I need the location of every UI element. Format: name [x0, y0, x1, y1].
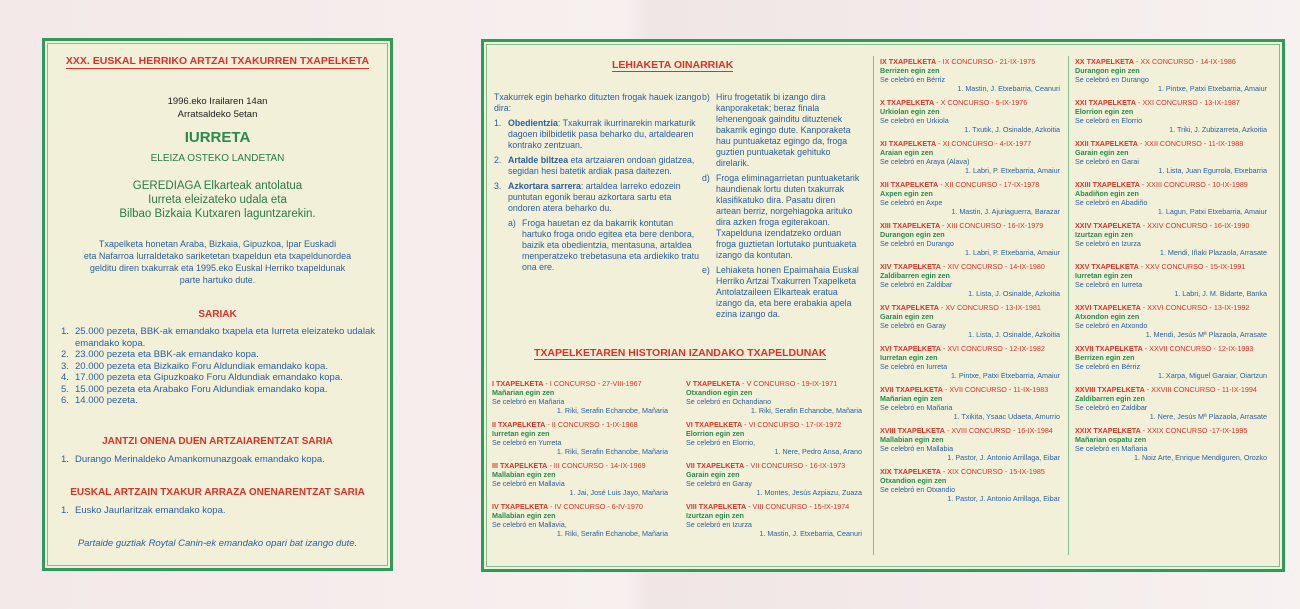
venue-basque: Atxondon egin zen	[1075, 312, 1140, 321]
edition-title: I TXAPELKETA - I CONCURSO - 27-VIII-1967	[492, 379, 642, 388]
champion-entry	[880, 426, 1060, 462]
champion-entry	[686, 461, 862, 497]
venue-spanish: Se celebró en Abadiño	[1075, 198, 1148, 207]
venue-spanish: Se celebró en Mañaria	[1075, 444, 1148, 453]
venue-basque: Abadiñon egin zen	[1075, 189, 1139, 198]
venue-basque: Izurtzan egin zen	[1075, 230, 1133, 239]
prizes-title: SARIAK	[198, 309, 237, 320]
event-title: XXX. EUSKAL HERRIKO ARTZAI TXAKURREN TXAPELKETA	[65, 55, 370, 67]
winner: 1. Noiz Arte, Enrique Mendiguren, Orozko	[1133, 453, 1267, 462]
winner: 1. Mendi, Jesús Mª Plazaola, Arrasate	[1145, 330, 1267, 339]
dress-prize-title: JANTZI ONENA DUEN ARTZAIARENTZAT SARIA	[102, 436, 333, 447]
venue-basque: Axpen egin zen	[880, 189, 933, 198]
winner: 1. Labri, J. M. Bidarte, Banka	[1174, 289, 1267, 298]
champion-entry	[880, 180, 1060, 216]
winner: 1. Txutik, J. Osinalde, Azkoitia	[964, 125, 1060, 134]
venue-basque: Iurretan egin zen	[1075, 271, 1133, 280]
venue-basque: Garain egin zen	[1075, 148, 1129, 157]
champion-entry	[1075, 426, 1267, 462]
winner: 1. Riki, Serafin Echanobe, Mañaria	[556, 406, 668, 415]
edition-title: XXIII TXAPELKETA - XXIII CONCURSO - 10-IX-1989	[1075, 180, 1248, 189]
venue-spanish: Se celebró en Mallavia	[492, 479, 565, 488]
history-column-1	[492, 379, 668, 543]
venue-spanish: Se celebró en Iurreta	[1075, 280, 1143, 289]
winner: 1. Mendi, Iñaki Plazaola, Arrasate	[1159, 248, 1267, 257]
winner: 1. Pintxe, Patxi Etxebarria, Amaiur	[950, 371, 1060, 380]
event-place: ELEIZA OSTEKO LANDETAN	[150, 153, 285, 164]
edition-title: XVIII TXAPELKETA - XVIII CONCURSO - 16-IX-1984	[880, 426, 1053, 435]
venue-basque: Durangon egin zen	[880, 230, 945, 239]
list-item: 1. 25.000 pezeta, BBK-ak emandako txapela eta Iurreta eleizateko udalak emandako kopa.	[61, 326, 375, 349]
edition-title: XVII TXAPELKETA - XVII CONCURSO - 11-IX-1983	[880, 385, 1049, 394]
venue-spanish: Se celebró en Atxondo	[1075, 321, 1148, 330]
venue-spanish: Se celebró en Yurreta	[492, 438, 562, 447]
rule-item: 2. Artalde biltzea eta artzaiaren ondoan gidatzea, segidan hesi batetik ardiak pasa daitezen.	[494, 155, 695, 176]
venue-basque: Mañarian egin zen	[880, 394, 943, 403]
winner: 1. Labri, P. Etxebarria, Amaiur	[965, 248, 1060, 257]
edition-title: V TXAPELKETA - V CONCURSO - 19-IX-1971	[686, 379, 838, 388]
edition-title: IX TXAPELKETA - IX CONCURSO - 21-IX-1975	[880, 57, 1036, 66]
edition-title: XV TXAPELKETA - XV CONCURSO - 13-IX-1981	[880, 303, 1041, 312]
venue-spanish: Se celebró en Izurza	[1075, 239, 1141, 248]
venue-basque: Zaldibarren egin zen	[1075, 394, 1145, 403]
edition-title: III TXAPELKETA - III CONCURSO - 14-IX-1969	[492, 461, 646, 470]
venue-basque: Berrizen egin zen	[880, 66, 940, 75]
edition-title: XII TXAPELKETA - XII CONCURSO - 17-IX-1978	[880, 180, 1040, 189]
champion-entry	[686, 420, 862, 456]
venue-basque: Iurretan egin zen	[880, 353, 938, 362]
venue-spanish: Se celebró en Garai	[1075, 157, 1139, 166]
venue-basque: Durangon egin zen	[1075, 66, 1140, 75]
winner: 1. Lista, Juan Egurrola, Etxebarria	[1158, 166, 1267, 175]
venue-basque: Berrizen egin zen	[1075, 353, 1135, 362]
prizes-list	[61, 326, 382, 407]
venue-basque: Otxandion egin zen	[880, 476, 947, 485]
venue-spanish: Se celebró en Otxandio	[880, 485, 956, 494]
champion-entry	[492, 379, 668, 415]
champion-entry	[880, 139, 1060, 175]
breed-prize-title: EUSKAL ARTZAIN TXAKUR ARRAZA ONENARENTZAT SARIA	[70, 487, 365, 498]
venue-spanish: Se celebró en Mañaria	[492, 397, 565, 406]
rule-item: e) Lehiaketa honen Epaimahaia Euskal Herriko Artzai Txakurren Txapelketa Antolatzaileen Elkarteak eratua izango da, eta bere erabakia apela ezina izango da.	[702, 265, 859, 319]
edition-title: VII TXAPELKETA - VII CONCURSO - 16-IX-1973	[686, 461, 846, 470]
winner: 1. Txikita, Ysaac Udaeta, Amurrio	[953, 412, 1060, 421]
venue-spanish: Se celebró en Urkiola	[880, 116, 949, 125]
champion-entry	[880, 98, 1060, 134]
edition-title: II TXAPELKETA - II CONCURSO - 1-IX-1968	[492, 420, 638, 429]
venue-spanish: Se celebró en Bérriz	[880, 75, 946, 84]
champion-entry	[686, 379, 862, 415]
venue-spanish: Se celebró en Araya (Alava)	[880, 157, 970, 166]
list-item: 4. 17.000 pezeta eta Gipuzkoako Foru Aldundiak emandako kopa.	[61, 372, 343, 383]
venue-basque: Otxandion egin zen	[686, 388, 753, 397]
edition-title: XIX TXAPELKETA - XIX CONCURSO - 15-IX-1985	[880, 467, 1045, 476]
edition-title: X TXAPELKETA - X CONCURSO - 5-IX-1976	[880, 98, 1028, 107]
venue-spanish: Se celebró en Mallavia,	[492, 520, 567, 529]
list-item: 2. 23.000 pezeta eta BBK-ak emandako kopa.	[61, 349, 259, 360]
edition-title: VIII TXAPELKETA - VIII CONCURSO - 15-IX-1974	[686, 502, 850, 511]
intro-text: Txapelketa honetan Araba, Bizkaia, Gipuzkoa, Ipar Euskadi eta Nafarroa lurraldetako sariketetan txapeldun eta txapeldunordea gelditu diren txakurrak eta 1995.eko Euskal Herriko txapeldunak parte hartuko dute.	[83, 239, 352, 285]
venue-spanish: Se celebró en Bérriz	[1075, 362, 1141, 371]
champion-entry	[880, 344, 1060, 380]
champion-entry	[1075, 98, 1267, 134]
champion-entry	[880, 385, 1060, 421]
history-title: TXAPELKETAREN HISTORIAN IZANDAKO TXAPELDUNAK	[534, 347, 827, 359]
event-panel	[42, 38, 393, 571]
venue-spanish: Se celebró en Izurza	[686, 520, 752, 529]
rule-item: d) Froga eliminagarrietan puntuaketarik haundienak lortu duten txakurrak klasifikatuko dira. Pasatu diren artean berriz, norgehiagoka arituko dira azken froga egiterakoan. Txapelduna izendatzeko orduan froga guztietan lortutako puntuaketa izango da kontutan.	[702, 173, 860, 260]
winner: 1. Lagun, Patxi Etxebarria, Amaiur	[1157, 207, 1267, 216]
champion-entry	[1075, 221, 1267, 257]
champion-entry	[686, 502, 862, 538]
list-item: 5. 15.000 pezeta eta Arabako Foru Aldundiak emandako kopa.	[61, 383, 328, 395]
edition-title: XX TXAPELKETA - XX CONCURSO - 14-IX-1986	[1075, 57, 1236, 66]
champion-entry	[492, 502, 668, 538]
event-town: IURRETA	[184, 129, 251, 146]
champion-entry	[880, 467, 1060, 503]
venue-spanish: Se celebró en Durango	[1075, 75, 1149, 84]
winner: 1. Pastor, J. Antonio Arrillaga, Eibar	[947, 453, 1060, 462]
list-item: 6. 14.000 pezeta.	[61, 395, 138, 406]
venue-basque: Mallabian egin zen	[492, 470, 556, 479]
venue-spanish: Se celebró en Garay	[686, 479, 752, 488]
venue-basque: Mallabian egin zen	[880, 435, 944, 444]
venue-basque: Mañarian ospatu zen	[1075, 435, 1147, 444]
venue-spanish: Se celebró en Ochandiano	[686, 397, 772, 406]
history-column-3	[880, 57, 1060, 508]
history-column-2	[686, 379, 862, 543]
winner: 1. Riki, Serafin Echanobe, Mañaria	[750, 406, 862, 415]
venue-spanish: Se celebró en Mañaria	[880, 403, 953, 412]
winner: 1. Pintxe, Patxi Etxebarria, Amaiur	[1157, 84, 1267, 93]
edition-title: XXII TXAPELKETA - XXII CONCURSO - 11-IX-1988	[1075, 139, 1244, 148]
organizer-text: GEREDIAGA Elkarteak antolatua Iurreta eleizateko udala eta Bilbao Bizkaia Kutxaren laguntzarekin.	[119, 180, 316, 220]
champion-entry	[1075, 262, 1267, 298]
edition-title: XXV TXAPELKETA - XXV CONCURSO - 15-IX-1991	[1075, 262, 1246, 271]
venue-spanish: Se celebró en Zaldibar	[1075, 403, 1148, 412]
champion-entry	[1075, 344, 1267, 380]
winner: 1. Nere, Jesús Mª Plazaola, Arrasate	[1149, 412, 1267, 421]
edition-title: XXVII TXAPELKETA - XXVII CONCURSO - 12-IX-1993	[1075, 344, 1254, 353]
champion-entry	[880, 262, 1060, 298]
winner: 1. Xarpa, Miguel Garaiar, Oiartzun	[1157, 371, 1267, 380]
winner: 1. Nere, Pedro Ansa, Arano	[774, 447, 862, 456]
champion-entry	[1075, 385, 1267, 421]
winner: 1. Jai, José Luis Jayo, Mañaria	[569, 488, 668, 497]
venue-basque: Izurtzan egin zen	[686, 511, 744, 520]
rule-item: b) Hiru frogetatik bi izango dira kanporaketak; beraz finala lehenengoak gainditu dituztenek bakarrik egingo dute. Kanporaketa hau puntuaketaz egingo da, froga guztien puntuaketak gehituko direlarik.	[702, 92, 851, 168]
winner: 1. Riki, Serafin Echanobe, Mañaria	[556, 529, 668, 538]
winner: 1. Lista, J. Osinalde, Azkoitia	[968, 289, 1060, 298]
edition-title: XXI TXAPELKETA - XXI CONCURSO - 13-IX-1987	[1075, 98, 1240, 107]
edition-title: XVI TXAPELKETA - XVI CONCURSO - 12-IX-1982	[880, 344, 1045, 353]
winner: 1. Pastor, J. Antonio Arrillaga, Eibar	[947, 494, 1060, 503]
venue-basque: Iurretan egin zen	[492, 429, 550, 438]
rules-right-column	[702, 92, 862, 324]
rule-item: 1. Obedientzia: Txakurrak ikurrinarekin markaturik dagoen ibilbidetik pasa beharko du, artaldearen kontrako zentzuan.	[494, 118, 696, 150]
event-date: 1996.eko Irailaren 14an Arratsaldeko 5etan	[167, 96, 268, 120]
venue-basque: Elorrion egin zen	[1075, 107, 1134, 116]
venue-basque: Zaldibarren egin zen	[880, 271, 950, 280]
venue-basque: Elorrion egin zen	[686, 429, 745, 438]
edition-title: IV TXAPELKETA - IV CONCURSO - 6-IV-1970	[492, 502, 643, 511]
rule-item: 3. Azkortara sarrera: artaldea Iarreko edozein puntutan egonik berau azkortara sartu eta ondoren atera beharko du.	[494, 181, 681, 213]
edition-title: XIV TXAPELKETA - XIV CONCURSO - 14-IX-1980	[880, 262, 1045, 271]
rules-left-column	[494, 92, 704, 277]
venue-basque: Garain egin zen	[686, 470, 740, 479]
venue-spanish: Se celebró en Garay	[880, 321, 946, 330]
champion-entry	[1075, 180, 1267, 216]
dress-prize-list	[61, 454, 382, 466]
edition-title: XI TXAPELKETA - XI CONCURSO - 4-IX-1977	[880, 139, 1032, 148]
column-divider	[1068, 56, 1069, 555]
winner: 1. Triki, J. Zubizarreta, Azkoitia	[1169, 125, 1267, 134]
edition-title: XXVIII TXAPELKETA - XXVIII CONCURSO - 11-IX-1994	[1075, 385, 1257, 394]
column-divider	[873, 56, 874, 555]
venue-spanish: Se celebró en Iurreta	[880, 362, 948, 371]
edition-title: XIII TXAPELKETA - XIII CONCURSO - 16-IX-1979	[880, 221, 1044, 230]
champion-entry	[880, 221, 1060, 257]
rules-intro: Txakurrek egin beharko dituzten frogak hauek izango dira:	[494, 92, 702, 113]
champion-entry	[1075, 303, 1267, 339]
list-item: 1. Eusko Jaurlaritzak emandako kopa.	[61, 505, 226, 516]
champion-entry	[1075, 139, 1267, 175]
venue-spanish: Se celebró en Zaldibar	[880, 280, 953, 289]
rule-item: a) Froga hauetan ez da bakarrik kontutan hartuko froga ondo egitea eta bere denbora, baizik eta obedientzia, mentasuna, artaldea menperatzeko trebetasuna eta ardiekiko tratu ona ere.	[508, 218, 700, 272]
venue-spanish: Se celebró en Elorrio	[1075, 116, 1143, 125]
rules-history-panel	[481, 39, 1285, 572]
venue-spanish: Se celebró en Mallabia	[880, 444, 954, 453]
champion-entry	[880, 57, 1060, 93]
winner: 1. Mastin, J. Ajuriaguerra, Barazar	[951, 207, 1060, 216]
venue-basque: Urkiolan egin zen	[880, 107, 940, 116]
winner: 1. Mastin, J. Etxebarria, Ceanuri	[957, 84, 1060, 93]
venue-basque: Mallabian egin zen	[492, 511, 556, 520]
breed-prize-list	[61, 505, 382, 517]
list-item: 3. 20.000 pezeta eta Bizkaiko Foru Aldundiak emandako kopa.	[61, 360, 328, 372]
winner: 1. Labri, P. Etxebarria, Amaiur	[965, 166, 1060, 175]
edition-title: XXIV TXAPELKETA - XXIV CONCURSO - 16-IX-1990	[1075, 221, 1250, 230]
venue-basque: Araian egin zen	[880, 148, 934, 157]
champion-entry	[492, 461, 668, 497]
winner: 1. Lista, J. Osinalde, Azkoitia	[968, 330, 1060, 339]
edition-title: XXIX TXAPELKETA - XXIX CONCURSO -17-IX-1995	[1075, 426, 1248, 435]
venue-basque: Mañarian egin zen	[492, 388, 555, 397]
rules-title: LEHIAKETA OINARRIAK	[612, 59, 734, 71]
winner: 1. Riki, Serafin Echanobe, Mañaria	[556, 447, 668, 456]
venue-basque: Garain egin zen	[880, 312, 934, 321]
history-column-4	[1075, 57, 1267, 467]
champion-entry	[1075, 57, 1267, 93]
venue-spanish: Se celebró en Axpe	[880, 198, 943, 207]
venue-spanish: Se celebró en Elorrio,	[686, 438, 756, 447]
participants-note: Partaide guztiak Roytal Canin-ek emandako opari bat izango dute.	[77, 538, 358, 549]
list-item: 1. Durango Merinaldeko Amankomunazgoak emandako kopa.	[61, 454, 325, 465]
champion-entry	[880, 303, 1060, 339]
winner: 1. Montes, Jesús Azpiazu, Zuaza	[756, 488, 862, 497]
champion-entry	[492, 420, 668, 456]
edition-title: VI TXAPELKETA - VI CONCURSO - 17-IX-1972	[686, 420, 842, 429]
venue-spanish: Se celebró en Durango	[880, 239, 954, 248]
winner: 1. Mastin, J. Etxebarria, Ceanuri	[759, 529, 862, 538]
edition-title: XXVI TXAPELKETA - XXVI CONCURSO - 13-IX-1992	[1075, 303, 1250, 312]
